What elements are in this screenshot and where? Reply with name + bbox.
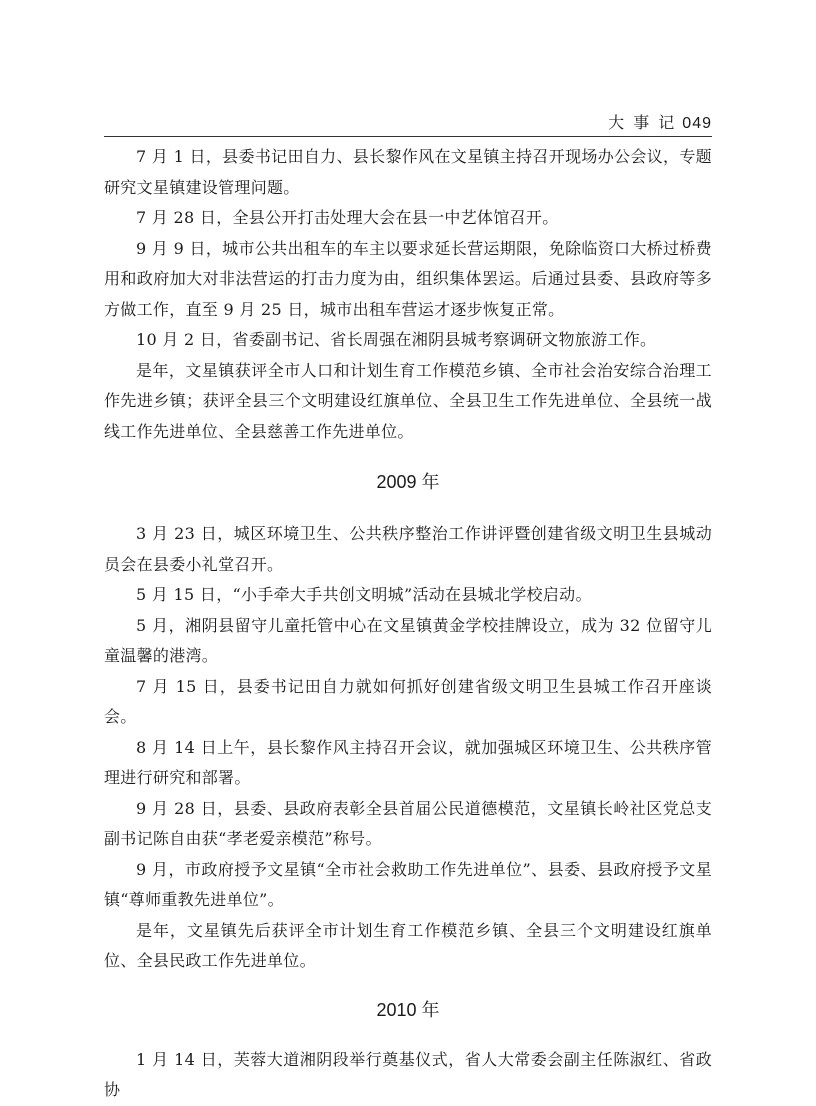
year-heading-2009: 2009 年 [376,472,440,492]
page-number: 049 [682,115,712,132]
paragraph: 1 月 14 日，芙蓉大道湘阴段举行奠基仪式，省人大常委会副主任陈淑红、省政协 [104,1049,712,1099]
paragraph: 7 月 1 日，县委书记田自力、县长黎作风在文星镇主持召开现场办公会议，专题研究文星镇建设管理问题。 [104,147,712,197]
paragraph: 5 月，湘阴县留守儿童托管中心在文星镇黄金学校挂牌设立，成为 32 位留守儿童温馨的港湾。 [104,615,712,665]
paragraph: 7 月 15 日，县委书记田自力就如何抓好创建省级文明卫生县城工作召开座谈会。 [104,676,712,726]
section-2010 [104,977,712,1106]
paragraph: 8 月 14 日上午，县长黎作风主持召开会议，就加强城区环境卫生、公共秩序管理进行研究和部署。 [104,737,712,787]
section-2009 [104,447,712,977]
running-header [104,110,712,137]
paragraph: 是年，文星镇获评全市人口和计划生育工作模范乡镇、全市社会治安综合治理工作先进乡镇；获评全县三个文明建设红旗单位、全县卫生工作先进单位、全县统一战线工作先进单位、全县慈善工作先进单位。 [104,360,712,441]
paragraph: 10 月 2 日，省委副书记、省长周强在湘阴县城考察调研文物旅游工作。 [136,330,657,349]
section-2008-continued [104,142,712,447]
paragraph: 是年，文星镇先后获评全市计划生育工作模范乡镇、全县三个文明建设红旗单位、全县民政工作先进单位。 [104,920,712,970]
year-heading-2010: 2010 年 [376,999,440,1020]
paragraph: 9 月，市政府授予文星镇“全市社会救助工作先进单位”、县委、县政府授予文星镇“尊师重教先进单位”。 [104,859,712,909]
page-body [104,142,712,1106]
paragraph: 7 月 28 日，全县公开打击处理大会在县一中艺体馆召开。 [136,208,559,227]
paragraph: 3 月 23 日，城区环境卫生、公共秩序整治工作讲评暨创建省级文明卫生县城动员会在县委小礼堂召开。 [104,524,712,574]
header-title: 大 事 记 [608,113,677,132]
paragraph: 5 月 15 日，“小手牵大手共创文明城”活动在县城北学校启动。 [136,585,592,604]
paragraph: 9 月 9 日，城市公共出租车的车主以要求延长营运期限，免除临资口大桥过桥费用和政府加大对非法营运的打击力度为由，组织集体罢运。后通过县委、县政府等多方做工作，直至 9 月 25 日，城市出租车营运才逐步恢复正常。 [104,238,712,319]
paragraph: 9 月 28 日，县委、县政府表彰全县首届公民道德模范，文星镇长岭社区党总支副书记陈自由获“孝老爱亲模范”称号。 [104,798,712,848]
